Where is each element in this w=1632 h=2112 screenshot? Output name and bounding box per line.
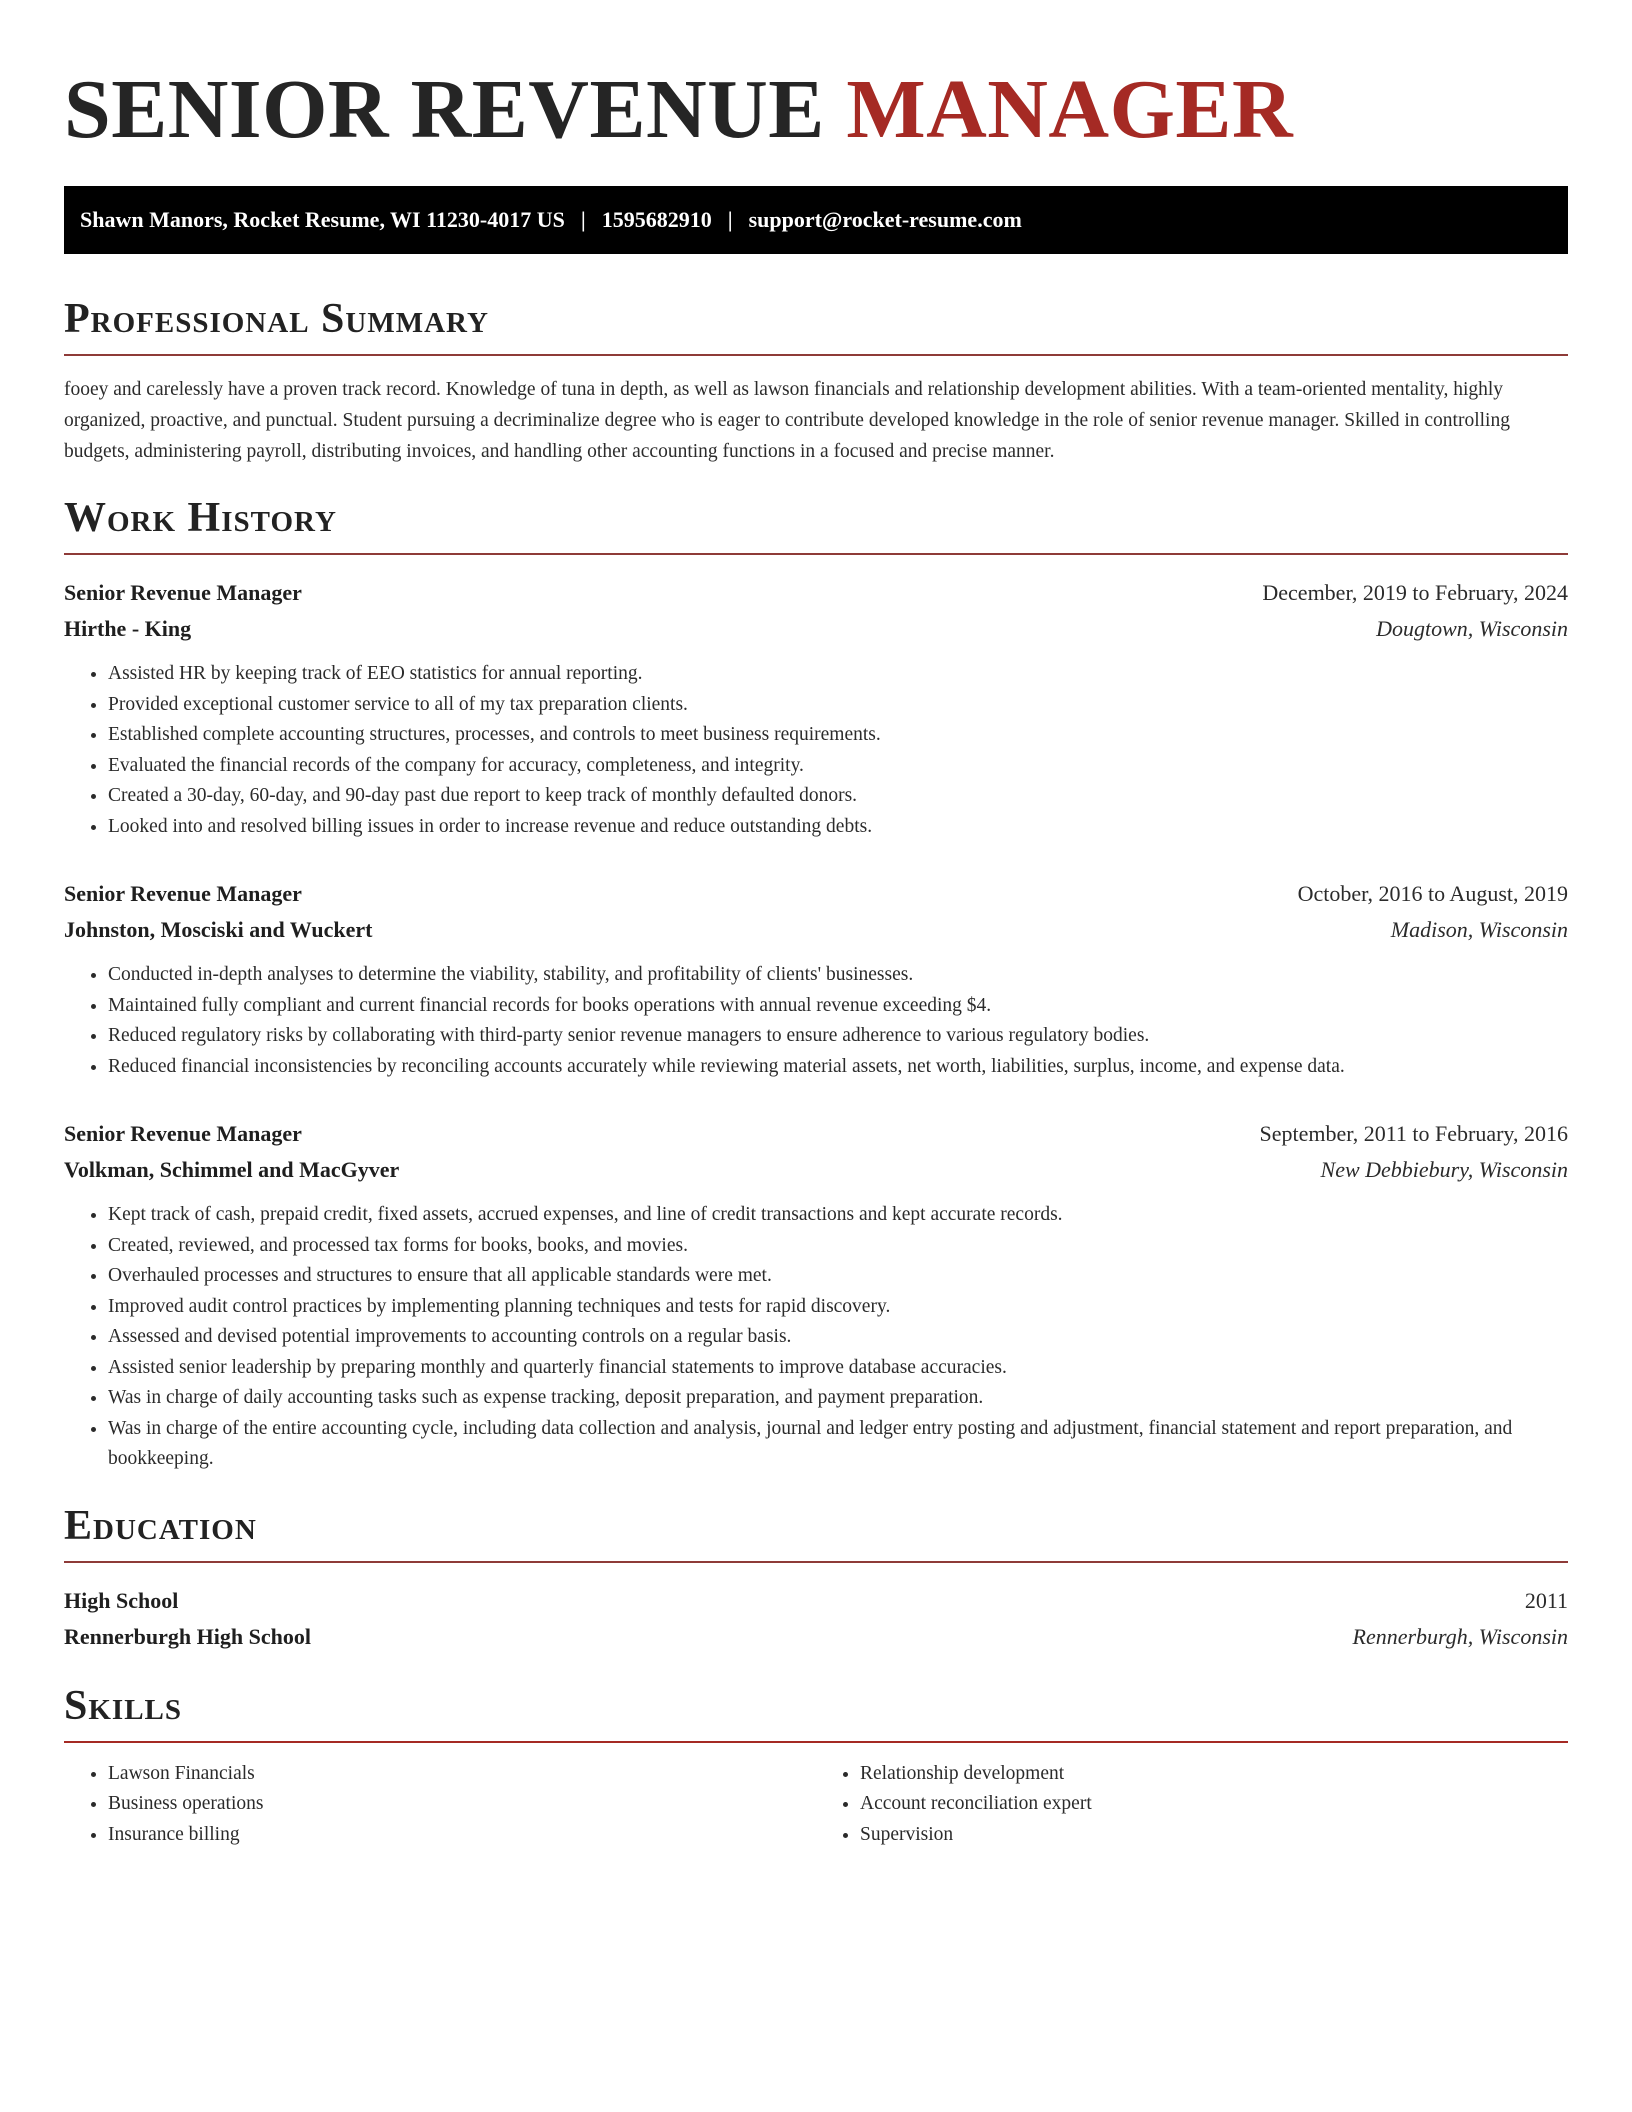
job-bullet: • Created a 30-day, 60-day, and 90-day past due report to keep track of monthly defaulted donors. — [108, 781, 1568, 812]
summary-heading: Professional Summary — [64, 298, 1568, 356]
job-bullet: • Improved audit control practices by implementing planning techniques and tests for rapid discovery. — [108, 1292, 1568, 1323]
job-company: Volkman, Schimmel and MacGyver — [64, 1157, 400, 1182]
job-bullet: • Reduced regulatory risks by collaborating with third-party senior revenue managers to ensure adherence to various regulatory bodies. — [108, 1021, 1568, 1052]
job-bullet: • Provided exceptional customer service to all of my tax preparation clients. — [108, 690, 1568, 721]
contact-separator: | — [727, 207, 733, 232]
skill-item: • Business operations — [108, 1789, 816, 1820]
contact-phone[interactable]: 1595682910 — [601, 207, 712, 232]
education-heading: Education — [64, 1505, 1568, 1563]
job-title: Senior Revenue Manager — [64, 580, 302, 605]
education-year: 2011 — [1524, 1587, 1568, 1613]
contact-bar — [64, 186, 1568, 254]
job-bullet: • Kept track of cash, prepaid credit, fixed assets, accrued expenses, and line of credit transactions and kept accurate records. — [108, 1200, 1568, 1231]
job-bullet: • Overhauled processes and structures to ensure that all applicable standards were met. — [108, 1261, 1568, 1292]
job-bullet: • Looked into and resolved billing issues in order to increase revenue and reduce outstanding debts. — [108, 812, 1568, 843]
education-location: Rennerburgh, Wisconsin — [1352, 1623, 1568, 1649]
job-bullet: • Assisted HR by keeping track of EEO statistics for annual reporting. — [108, 659, 1568, 690]
job-location: Dougtown, Wisconsin — [1376, 616, 1568, 641]
skills-list-left — [64, 1759, 816, 1851]
job-bullets — [64, 960, 1568, 1082]
summary-text: fooey and carelessly have a proven track record. Knowledge of tuna in depth, as well as lawson financials and relationship development abilities. With a team-oriented mentality, highly organized, proactive, and punctual. Student pursuing a decriminalize degree who is eager to contribute developed knowledge in the role of senior revenue manager. Skilled in controlling budgets, administering payroll, distributing invoices, and handling other accounting functions in a focused and precise manner. — [64, 379, 1510, 462]
job-location: New Debbiebury, Wisconsin — [1320, 1157, 1568, 1182]
job-bullet: • Conducted in-depth analyses to determine the viability, stability, and profitability of clients' businesses. — [108, 960, 1568, 991]
job-location: Madison, Wisconsin — [1390, 917, 1568, 942]
education-school: Rennerburgh High School — [64, 1623, 311, 1649]
job-bullet: • Created, reviewed, and processed tax forms for books, books, and movies. — [108, 1231, 1568, 1262]
job-dates: December, 2019 to February, 2024 — [1262, 580, 1568, 605]
contact-email[interactable]: support@rocket-resume.com — [748, 207, 1022, 232]
skill-item: • Insurance billing — [108, 1820, 816, 1851]
education-entry — [64, 1583, 1568, 1655]
job-bullet: • Was in charge of daily accounting tasks such as expense tracking, deposit preparation, and payment preparation. — [108, 1383, 1568, 1414]
work-history-section — [64, 497, 1568, 1475]
job-bullet: • Maintained fully compliant and current financial records for books operations with annual revenue exceeding $4. — [108, 991, 1568, 1022]
contact-separator: | — [580, 207, 586, 232]
job-bullet: • Assessed and devised potential improvements to accounting controls on a regular basis. — [108, 1322, 1568, 1353]
job-bullet: • Evaluated the financial records of the company for accuracy, completeness, and integrity. — [108, 751, 1568, 782]
job-bullet: • Assisted senior leadership by preparing monthly and quarterly financial statements to improve database accuracies. — [108, 1353, 1568, 1384]
skill-item: • Supervision — [860, 1820, 1568, 1851]
job-entry — [64, 575, 1568, 842]
job-bullet: • Reduced financial inconsistencies by reconciling accounts accurately while reviewing material assets, net worth, liabilities, surplus, income, and expense data. — [108, 1052, 1568, 1083]
skill-item: • Account reconciliation expert — [860, 1789, 1568, 1820]
job-company: Johnston, Mosciski and Wuckert — [64, 917, 373, 942]
work-history-heading: Work History — [64, 497, 1568, 555]
skill-item: • Relationship development — [860, 1759, 1568, 1790]
job-bullets — [64, 1200, 1568, 1475]
summary-section — [64, 298, 1568, 467]
job-title: Senior Revenue Manager — [64, 1121, 302, 1146]
skills-heading: Skills — [64, 1685, 1568, 1743]
resume-title — [64, 63, 1568, 156]
education-degree: High School — [64, 1587, 179, 1613]
skill-item: • Lawson Financials — [108, 1759, 816, 1790]
skills-section — [64, 1682, 1568, 1851]
job-title: Senior Revenue Manager — [64, 881, 302, 906]
job-bullet: • Was in charge of the entire accounting cycle, including data collection and analysis, journal and ledger entry posting and adjustment, financial statement and report preparation, and bookkeeping. — [108, 1414, 1568, 1475]
title-main: SENIOR REVENUE — [64, 63, 825, 156]
title-accent: MANAGER — [846, 63, 1294, 156]
job-dates: September, 2011 to February, 2016 — [1259, 1121, 1568, 1146]
job-entry — [64, 876, 1568, 1082]
job-company: Hirthe - King — [64, 616, 192, 641]
job-dates: October, 2016 to August, 2019 — [1297, 881, 1568, 906]
skills-list-right — [816, 1759, 1568, 1851]
job-bullet: • Established complete accounting structures, processes, and controls to meet business requirements. — [108, 720, 1568, 751]
job-bullets — [64, 659, 1568, 842]
skills-columns — [64, 1759, 1568, 1851]
education-section — [64, 1502, 1568, 1655]
job-entry — [64, 1116, 1568, 1475]
contact-address: Shawn Manors, Rocket Resume, WI 11230-4017 US — [80, 207, 565, 232]
